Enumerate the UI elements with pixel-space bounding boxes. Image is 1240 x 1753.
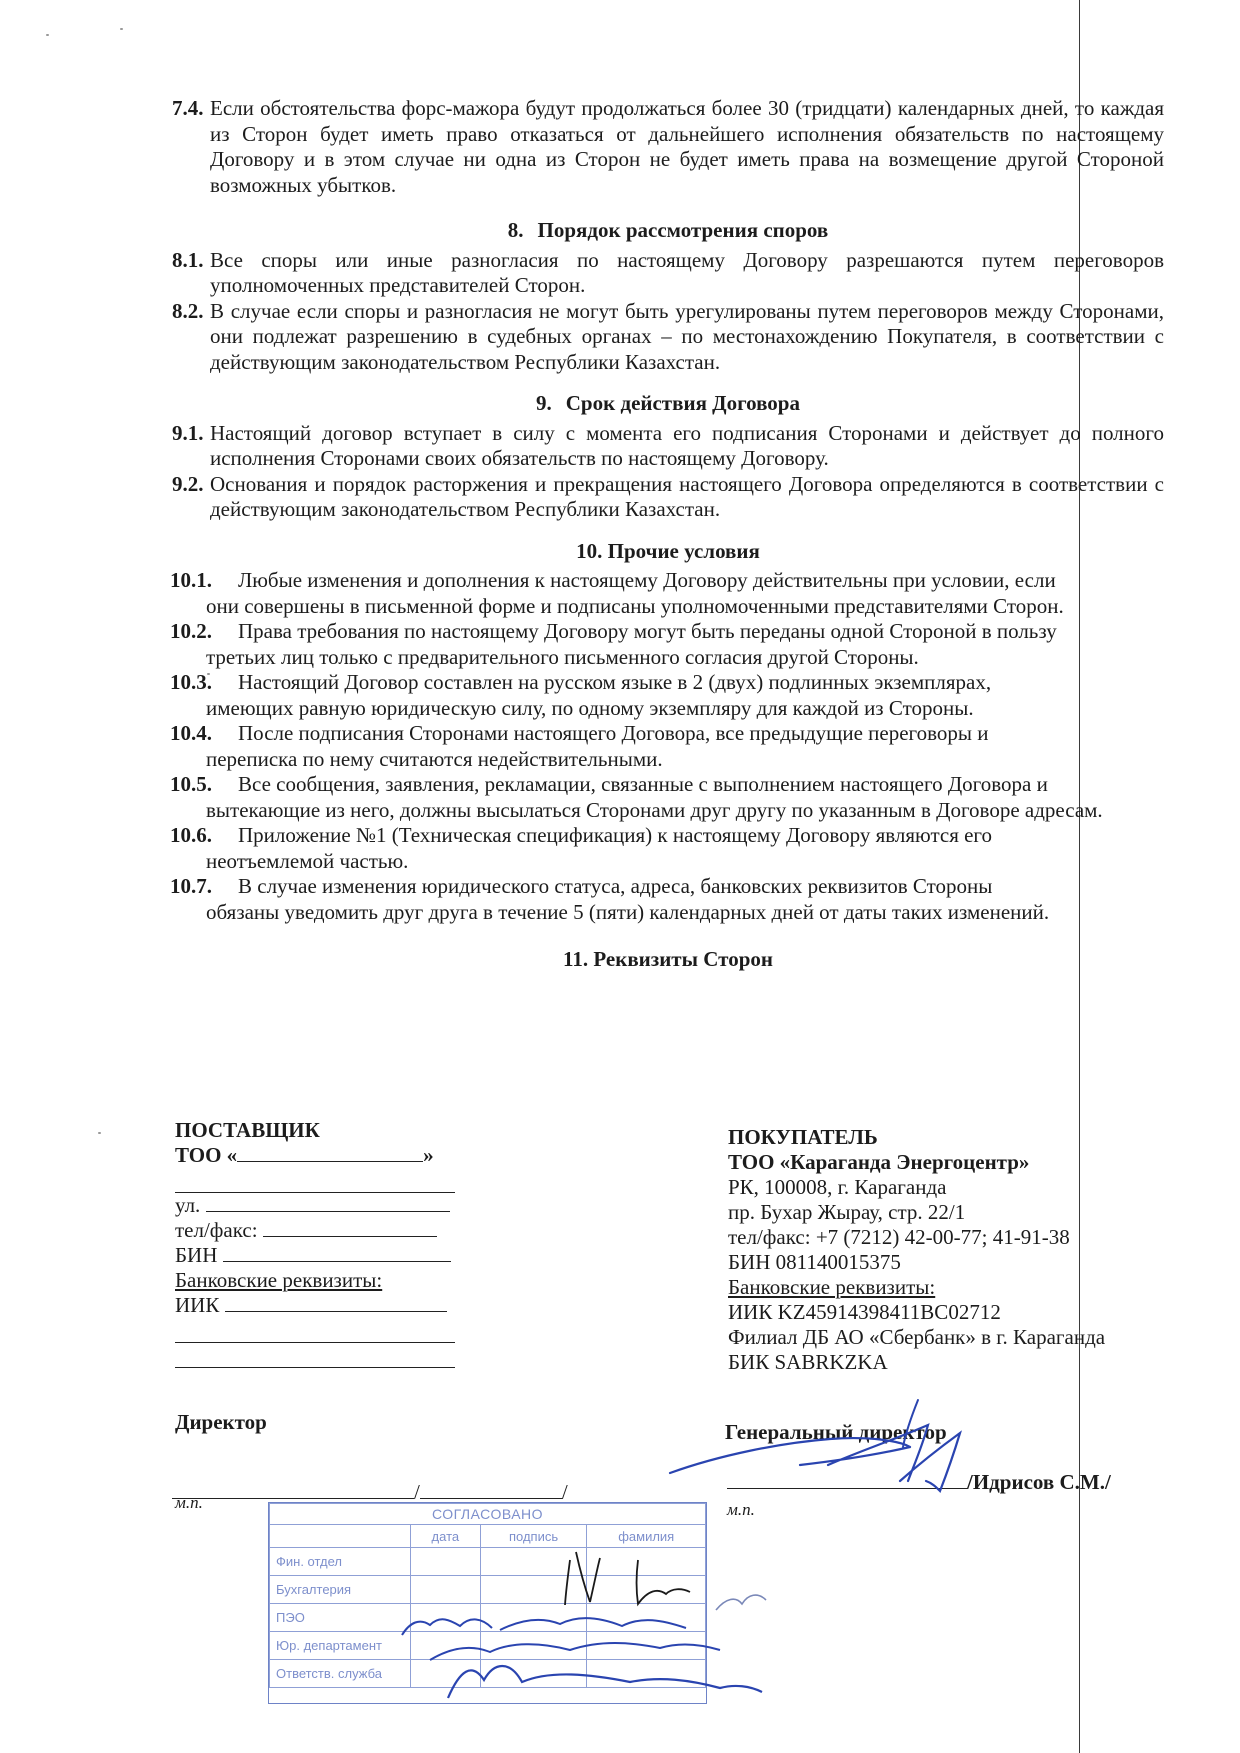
blank-line [175,1168,455,1193]
clause-9-1: 9.1. Настоящий договор вступает в силу с момента его подписания Сторонами и действует до полного исполнения Сторонами своих обязательств по настоящему Договору. [172,420,1164,470]
blank-line [175,1318,455,1343]
stamp-row-label: Бухгалтерия [270,1576,411,1604]
section-9-heading: 9. Срок действия Договора [536,391,800,415]
section-8-heading: 8. Порядок рассмотрения споров [507,218,829,242]
stamp-row-label: ПЭО [270,1604,411,1632]
clause-7-4 [172,96,1164,198]
supplier-street: ул. [175,1193,475,1218]
director-signature [660,1395,990,1505]
buyer-address-2: пр. Бухар Жырау, стр. 22/1 [728,1200,966,1224]
clause-number: 7.4. [172,96,204,120]
blank-line [175,1343,455,1368]
clause-8-2: 8.2. В случае если споры и разногласия не могут быть урегулированы путем переговоров между Сторонами, они подлежат разрешению в судебных органах – по местонахождению Покупателя, в соответствии с действующим законодательством Республики Казахстан. [172,298,1164,374]
blank-line [206,1193,450,1212]
clause-8-1: 8.1. Все споры или иные разногласия по настоящему Договору разрешаются путем переговоров уполномоченных представителей Сторон. [172,247,1164,297]
stamp-col-date: дата [411,1525,481,1548]
buyer-address-1: РК, 100008, г. Караганда [728,1175,947,1199]
blank-line [263,1218,437,1237]
scan-speck [98,1132,101,1134]
supplier-iik: ИИК [175,1293,475,1318]
buyer-requisites [728,1125,1148,1375]
clause-9-2: 9.2. Основания и порядок расторжения и прекращения настоящего Договора определяются в соответствии с действующим законодательством Республики Казахстан. [172,471,1164,521]
supplier-company: ТОО « » [175,1143,434,1167]
stamp-row-label: Юр. департамент [270,1632,411,1660]
buyer-signer: /Идрисов С.М./ [967,1470,1111,1494]
blank-line [237,1143,423,1162]
clause-10-4: 10.4. После подписания Сторонами настоящего Договора, все предыдущие переговоры и переписка по нему считаются недействительными. [170,721,989,771]
clause-10-1: 10.1. Любые изменения и дополнения к настоящему Договору действительны при условии, если они совершены в письменной форме и подписаны уполномоченными представителями Сторон. [170,568,1064,618]
clause-10-6: 10.6. Приложение №1 (Техническая спецификация) к настоящему Договору являются его неотъемлемой частью. [170,823,993,873]
supplier-bin: БИН [175,1243,475,1268]
buyer-sign-title: Генеральный директор [725,1420,947,1444]
buyer-bik: БИК SABRKZKA [728,1350,888,1374]
supplier-bank-label: Банковские реквизиты: [175,1268,383,1292]
contract-text [172,96,1164,977]
section-11-heading: 11. Реквизиты Сторон [563,947,773,971]
supplier-sign-title: Директор [175,1410,267,1434]
buyer-bin: БИН 081140015375 [728,1250,901,1274]
stamp-col-signature: подпись [480,1525,587,1548]
handwritten-approvals [390,1530,770,1705]
buyer-branch: Филиал ДБ АО «Сбербанк» в г. Караганда [728,1325,1106,1349]
clause-10-2: 10.2. Права требования по настоящему Договору могут быть переданы одной Стороной в пользу третьих лиц только с предварительного письменного согласия другой Стороны. [170,619,1057,669]
supplier-requisites [175,1118,475,1368]
buyer-role: ПОКУПАТЕЛЬ [728,1125,878,1149]
buyer-iik: ИИК KZ45914398411BC02712 [728,1300,1001,1324]
stamp-col-surname: фамилия [587,1525,706,1548]
blank-line [225,1293,447,1312]
scan-speck [120,28,123,30]
blank-line [223,1243,451,1262]
supplier-seal-place: м.п. [175,1493,203,1512]
section-10-heading: 10. Прочие условия [576,538,760,563]
stamp-row-label: Фин. отдел [270,1548,411,1576]
buyer-seal-place: м.п. [727,1500,755,1519]
supplier-role: ПОСТАВЩИК [175,1118,320,1142]
scan-speck [46,34,49,36]
supplier-phone: тел/факс: [175,1218,475,1243]
clause-text: Если обстоятельства форс-мажора будут продолжаться более 30 (тридцати) календарных дней, то каждая из Сторон будет иметь право отказаться от дальнейшего исполнения обязательств по настоящему Договору и в этом случае ни одна из Сторон не будет иметь права на возмещение другой Стороной возможных убытков. [210,96,1164,197]
supplier-signature-line: / / [172,1480,568,1505]
clause-10-5: 10.5. Все сообщения, заявления, рекламации, связанные с выполнением настоящего Договора и вытекающие из него, должны высылаться Сторонами друг другу по указанным в Договоре адресам. [170,772,1103,822]
clause-10-7: 10.7. В случае изменения юридического статуса, адреса, банковских реквизитов Стороны обязаны уведомить друг друга в течение 5 (пяти) календарных дней от даты таких изменений. [170,874,1050,924]
buyer-phone: тел/факс: +7 (7212) 42-00-77; 41-91-38 [728,1225,1070,1249]
stamp-title: СОГЛАСОВАНО [270,1504,706,1525]
stamp-row-label: Ответств. служба [270,1660,411,1688]
buyer-bank-label: Банковские реквизиты: [728,1275,936,1299]
buyer-company: ТОО «Караганда Энергоцентр» [728,1150,1030,1174]
clause-10-3: 10.3. Настоящий Договор составлен на русском языке в 2 (двух) подлинных экземплярах, имеющих равную юридическую силу, по одному экземпляру для каждой из Стороны. [170,670,992,720]
